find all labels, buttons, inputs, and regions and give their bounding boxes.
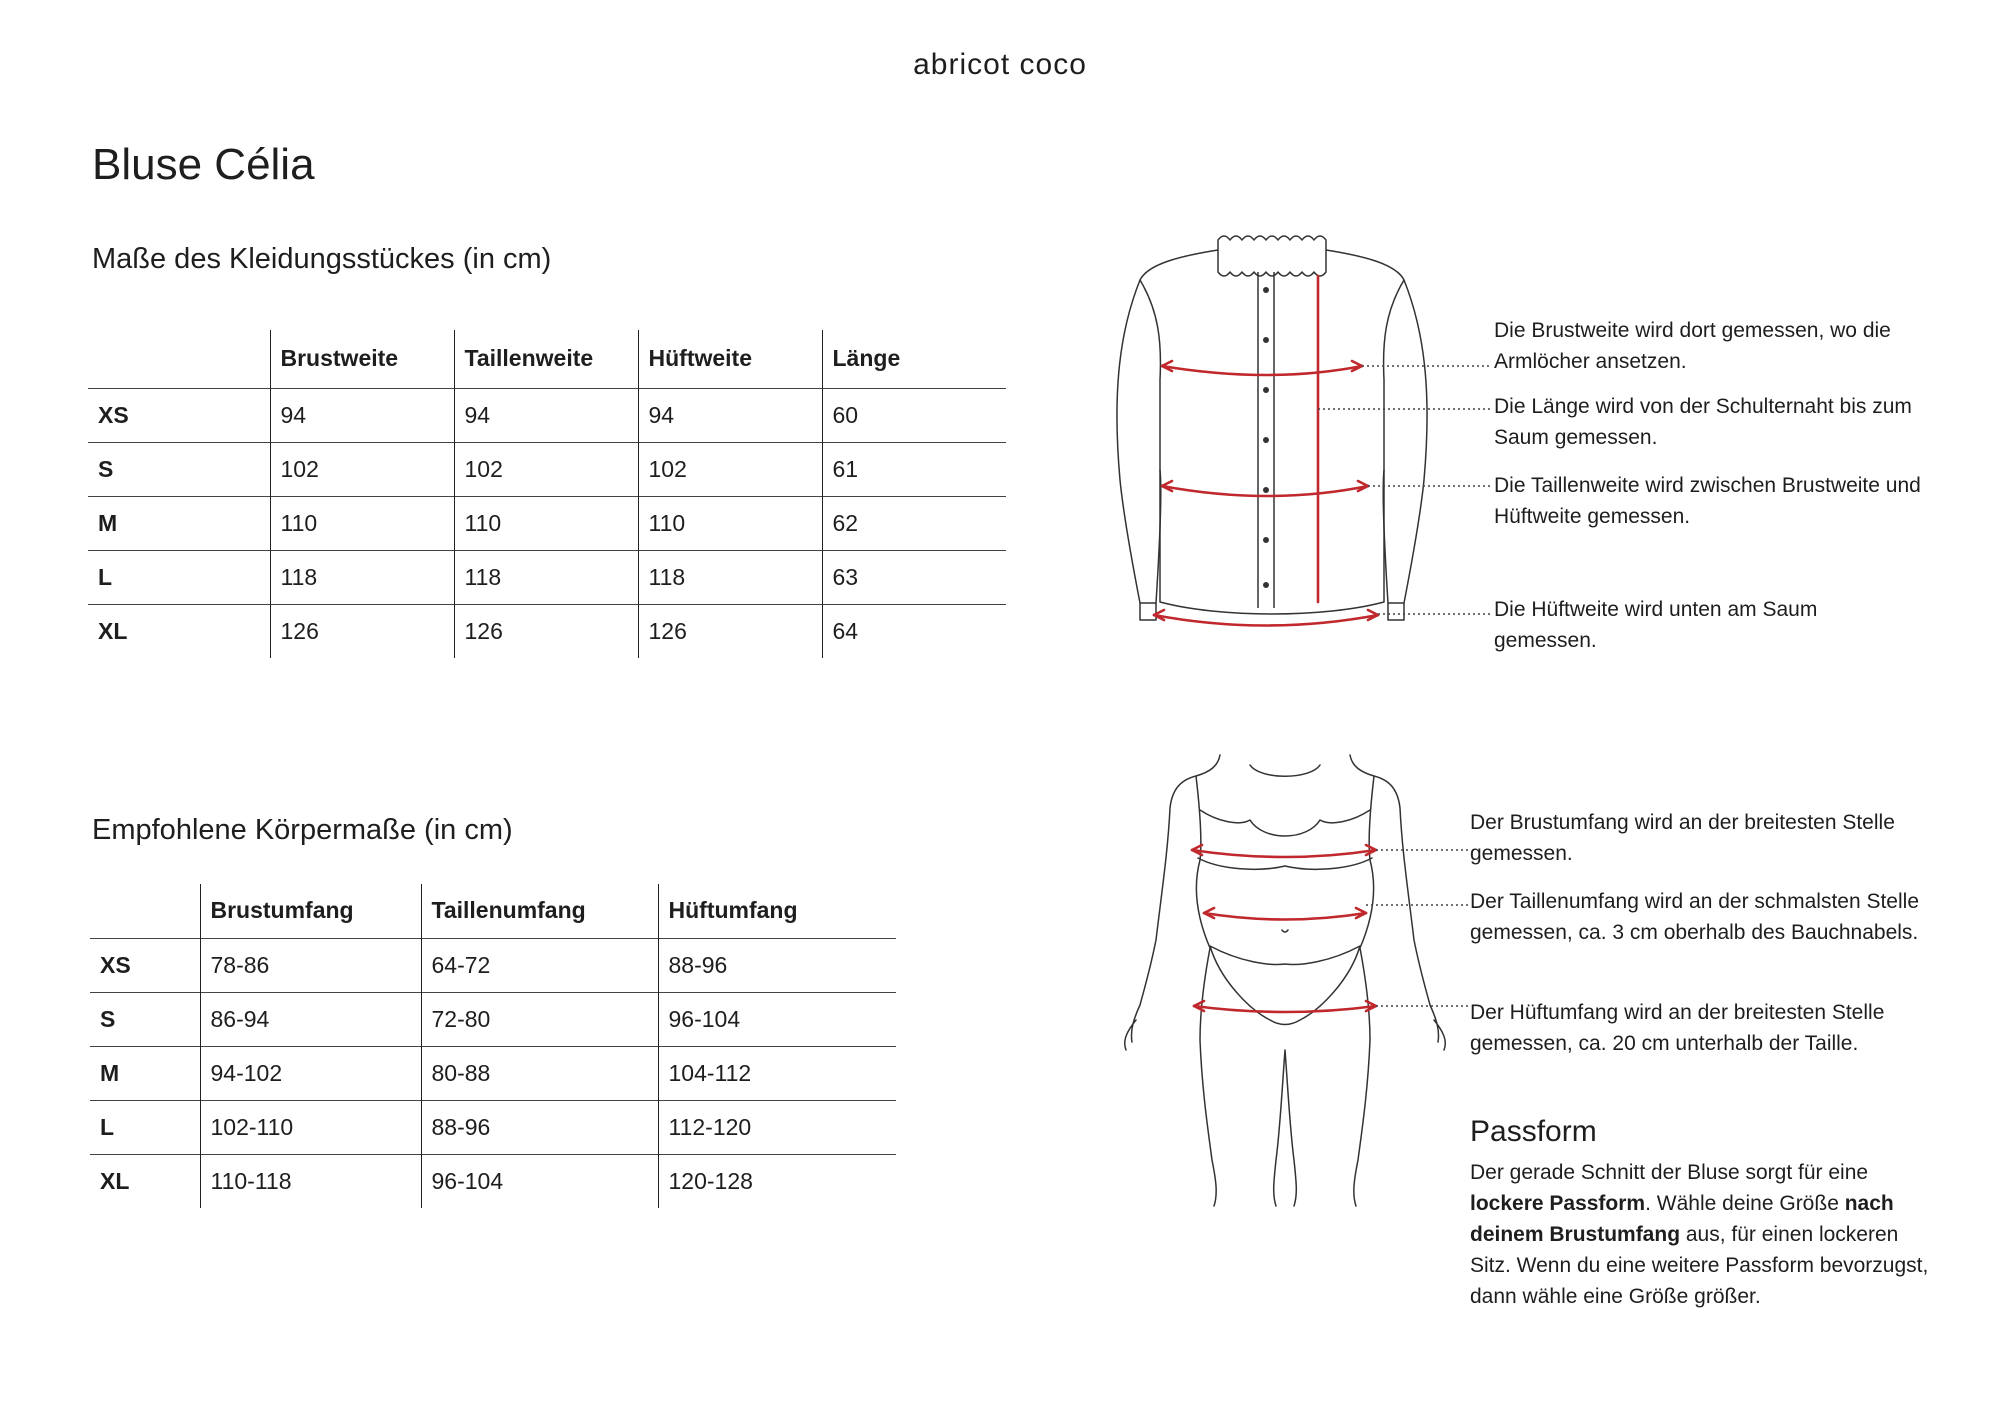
passform-text-part: . Wähle deine Größe [1645,1192,1845,1215]
table-cell: 96-104 [658,992,896,1046]
size-label: XS [98,401,129,428]
size-label: L [100,1113,115,1140]
table-cell: 118 [638,550,822,604]
passform-bold-by-bust: nach deinem Brustumfang [1470,1192,1894,1246]
blouse-body [1140,280,1404,614]
garment-note-hip: Die Hüftweite wird unten am Saum gemessen. [1494,598,1818,652]
navel [1282,930,1288,932]
table-header: Brustweite [270,330,454,388]
body-figure-drawing [1100,750,1470,1210]
table-header [90,884,200,938]
table-row [90,1100,896,1154]
table-cell: 61 [822,442,1006,496]
collarbone [1250,765,1320,776]
garment-note-chest: Die Brustweite wird dort gemessen, wo die Armlöcher ansetzen. [1494,319,1891,373]
table-cell: 88-96 [421,1100,658,1154]
page-title: Bluse Célia [92,140,315,189]
table-cell: 102-110 [200,1100,421,1154]
left-cuff [1140,603,1156,620]
garment-note-waist: Die Taillenweite wird zwischen Brustweite und Hüftweite gemessen. [1494,474,1921,528]
table-cell: 110-118 [200,1154,421,1208]
hip-width-line [1154,615,1378,626]
table-row [88,604,1006,658]
table-cell: 96-104 [421,1154,658,1208]
table-cell: 64 [822,604,1006,658]
table-cell: 94 [454,388,638,442]
table-cell: 86-94 [200,992,421,1046]
table-cell: 118 [454,550,638,604]
table-row [88,388,1006,442]
body-measurements-heading: Empfohlene Körpermaße (in cm) [92,814,513,846]
body-note-waist: Der Taillenumfang wird an der schmalsten Stelle gemessen, ca. 3 cm oberhalb des Bauchnabels. [1470,890,1919,944]
passform-text-part: Der gerade Schnitt der Bluse sorgt für eine [1470,1161,1869,1184]
size-label: S [100,1005,116,1032]
table-cell: 126 [270,604,454,658]
table-row [88,442,1006,496]
inner-legs [1274,1050,1297,1206]
chest-width-line [1162,366,1362,375]
table-cell: 110 [638,496,822,550]
left-sleeve [1117,250,1218,603]
ruffle-collar [1218,236,1326,276]
table-row [88,496,1006,550]
table-header: Taillenweite [454,330,638,388]
table-cell: 94-102 [200,1046,421,1100]
table-header-row [90,884,896,938]
bra-band [1198,858,1372,869]
table-row [90,992,896,1046]
table-cell: 112-120 [658,1100,896,1154]
size-label: L [98,563,113,590]
table-cell: 126 [638,604,822,658]
passform-text [1470,1157,1930,1312]
table-cell: 78-86 [200,938,421,992]
table-header: Taillenumfang [421,884,658,938]
size-label: S [98,455,114,482]
body-size-table [90,884,896,1208]
passform-bold-loose-fit: lockere Passform [1470,1192,1646,1215]
hip-measure-line [1194,1006,1376,1012]
table-header [88,330,270,388]
table-header: Länge [822,330,1006,388]
table-cell: 126 [454,604,638,658]
body-note-hip: Der Hüftumfang wird an der breitesten Stelle gemessen, ca. 20 cm unterhalb der Taille. [1470,1001,1885,1055]
bust-measure-line [1192,850,1376,857]
table-cell: 62 [822,496,1006,550]
table-row [90,938,896,992]
right-torso-leg [1354,776,1374,1206]
left-arm [1125,755,1220,1050]
size-label: XL [100,1167,130,1194]
table-cell: 88-96 [658,938,896,992]
blouse-drawing [1050,220,1500,650]
brand-logo: abricot coco [913,48,1087,81]
table-header: Brustumfang [200,884,421,938]
buttons [1263,287,1269,588]
table-row [90,1046,896,1100]
table-cell: 110 [270,496,454,550]
left-torso-leg [1196,776,1216,1206]
body-note-bust: Der Brustumfang wird an der breitesten Stelle gemessen. [1470,811,1895,865]
table-cell: 72-80 [421,992,658,1046]
size-label: M [100,1059,120,1086]
size-label: XL [98,617,128,644]
passform-heading: Passform [1470,1115,1597,1148]
table-cell: 94 [638,388,822,442]
waist-measure-line [1204,913,1366,920]
bra-top [1200,810,1370,836]
table-cell: 102 [638,442,822,496]
table-cell: 63 [822,550,1006,604]
table-cell: 94 [270,388,454,442]
table-cell: 104-112 [658,1046,896,1100]
table-cell: 102 [270,442,454,496]
table-cell: 118 [270,550,454,604]
garment-measurements-heading: Maße des Kleidungsstückes (in cm) [92,243,552,275]
garment-size-table [88,330,1006,658]
size-label: M [98,509,118,536]
table-row [90,1154,896,1208]
size-label: XS [100,951,131,978]
table-header-row [88,330,1006,388]
table-cell: 120-128 [658,1154,896,1208]
table-cell: 110 [454,496,638,550]
right-sleeve [1326,250,1427,603]
table-cell: 64-72 [421,938,658,992]
table-header: Hüftumfang [658,884,896,938]
passform-text-part: aus, für einen lockeren Sitz. Wenn du eine weitere Passform bevorzugst, dann wähle eine Größe größer. [1470,1223,1929,1308]
garment-note-length: Die Länge wird von der Schulternaht bis zum Saum gemessen. [1494,395,1912,449]
right-cuff [1388,603,1404,620]
table-cell: 102 [454,442,638,496]
table-cell: 80-88 [421,1046,658,1100]
table-row [88,550,1006,604]
table-header: Hüftweite [638,330,822,388]
table-cell: 60 [822,388,1006,442]
